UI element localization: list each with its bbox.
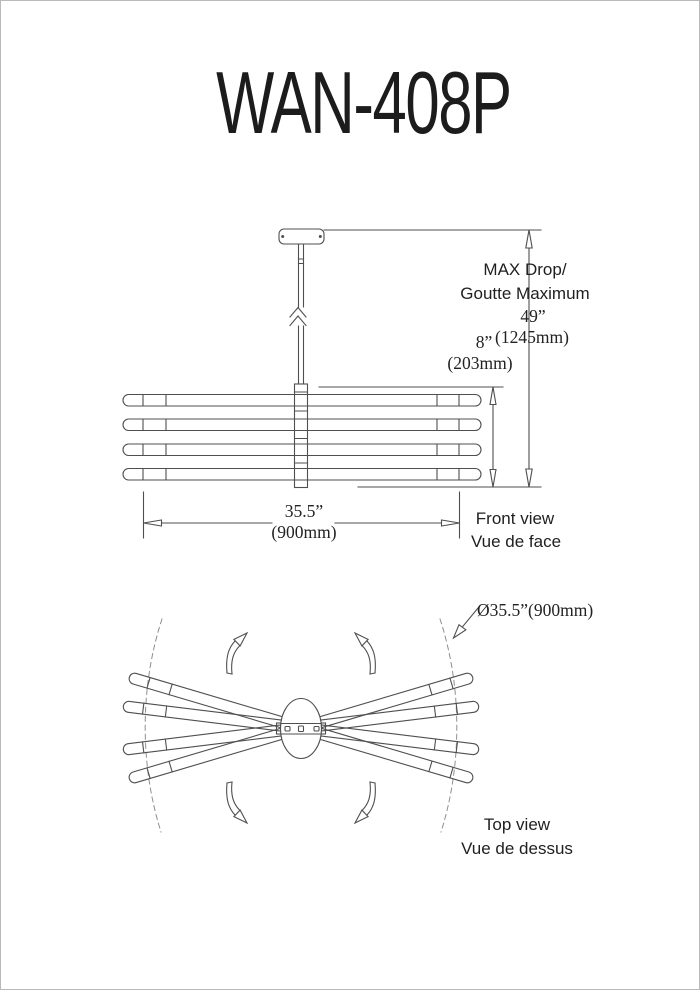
light-bar	[123, 395, 481, 407]
top-view-drawing	[123, 608, 480, 832]
top-view-caption-fr: Vue de dessus	[461, 839, 573, 858]
fixture-height-mm: (203mm)	[447, 353, 513, 373]
rotation-arrow-icon	[355, 633, 375, 674]
canopy	[279, 229, 324, 244]
max-drop-label-en: MAX Drop/	[483, 260, 567, 279]
hanging-rod	[290, 244, 306, 384]
front-view-drawing	[123, 229, 541, 538]
max-drop-value-mm: (1245mm)	[495, 327, 569, 347]
canopy-screw-icon	[281, 235, 284, 238]
fixture-height-in: 8”	[475, 332, 493, 352]
light-bar	[123, 419, 481, 431]
width-value-in: 35.5”	[284, 501, 324, 521]
technical-drawing	[1, 1, 699, 989]
canopy-screw-icon	[319, 235, 322, 238]
product-code: WAN-408P	[215, 53, 511, 152]
center-hub	[277, 699, 326, 759]
max-drop-value-in: 49”	[520, 306, 546, 326]
dim-fixture-height	[319, 387, 503, 487]
width-value-mm: (900mm)	[271, 522, 337, 542]
front-bars	[123, 395, 481, 481]
front-view-caption-fr: Vue de face	[470, 532, 562, 551]
light-bar	[123, 444, 481, 456]
rotation-arrow-icon	[227, 633, 247, 674]
front-view-caption-en: Front view	[475, 509, 555, 528]
rotation-arrow-icon	[355, 782, 375, 823]
rotation-arrow-icon	[227, 782, 247, 823]
center-column	[295, 384, 308, 488]
diameter-leader	[454, 608, 479, 638]
max-drop-label-fr: Goutte Maximum	[460, 284, 590, 303]
light-bar	[123, 469, 481, 481]
top-view-caption-en: Top view	[483, 815, 551, 834]
break-symbol-icon	[290, 308, 306, 326]
diameter-label: Ø35.5”(900mm)	[477, 600, 594, 620]
